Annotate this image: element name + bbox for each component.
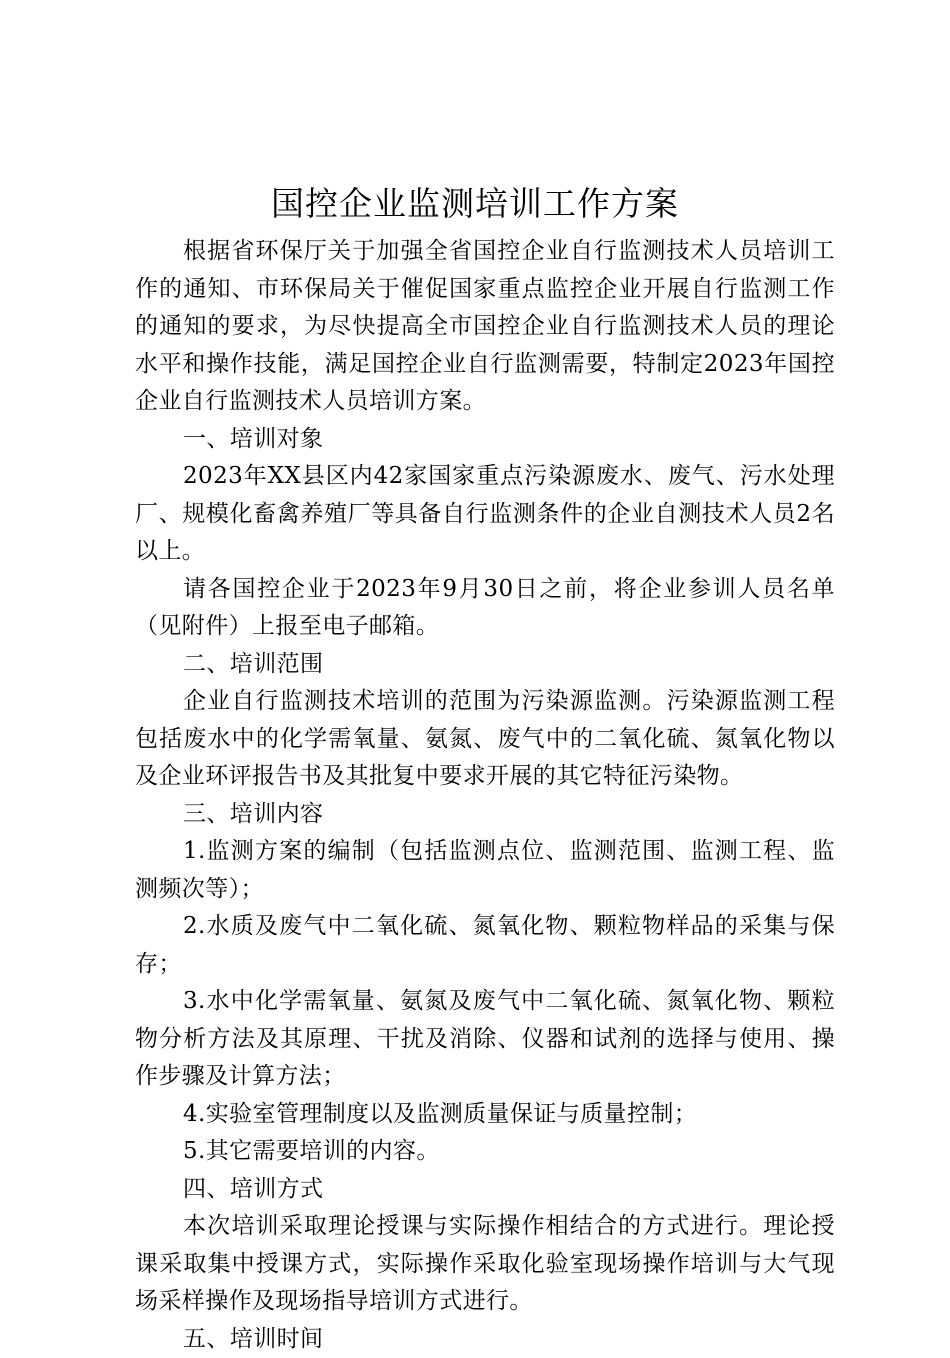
section-heading-method: 四、培训方式 — [135, 1171, 835, 1209]
content-item-5: 5.其它需要培训的内容。 — [135, 1133, 835, 1171]
content-item-4: 4.实验室管理制度以及监测质量保证与质量控制； — [135, 1096, 835, 1134]
section-heading-time: 五、培训时间 — [135, 1321, 835, 1358]
intro-paragraph: 根据省环保厅关于加强全省国控企业自行监测技术人员培训工作的通知、市环保局关于催促国家重点监控企业开展自行监测工作的通知的要求，为尽快提高全市国控企业自行监测技术人员的理论水平和操作技能，满足国控企业自行监测需要，特制定2023年国控企业自行监测技术人员培训方案。 — [135, 233, 835, 421]
document-title: 国控企业监测培训工作方案 — [0, 180, 950, 228]
document-body — [135, 233, 835, 1358]
scope-paragraph: 企业自行监测技术培训的范围为污染源监测。污染源监测工程包括废水中的化学需氧量、氨氮、废气中的二氧化硫、氮氧化物以及企业环评报告书及其批复中要求开展的其它特征污染物。 — [135, 683, 835, 796]
trainees-paragraph: 2023年XX县区内42家国家重点污染源废水、废气、污水处理厂、规模化畜禽养殖厂等具备自行监测条件的企业自测技术人员2名以上。 — [135, 458, 835, 571]
content-item-2: 2.水质及废气中二氧化硫、氮氧化物、颗粒物样品的采集与保存； — [135, 908, 835, 983]
method-paragraph: 本次培训采取理论授课与实际操作相结合的方式进行。理论授课采取集中授课方式，实际操作采取化验室现场操作培训与大气现场采样操作及现场指导培训方式进行。 — [135, 1208, 835, 1321]
content-item-1: 1.监测方案的编制（包括监测点位、监测范围、监测工程、监测频次等）； — [135, 833, 835, 908]
registration-paragraph: 请各国控企业于2023年9月30日之前，将企业参训人员名单（见附件）上报至电子邮箱。 — [135, 571, 835, 646]
content-item-3: 3.水中化学需氧量、氨氮及废气中二氧化硫、氮氧化物、颗粒物分析方法及其原理、干扰及消除、仪器和试剂的选择与使用、操作步骤及计算方法； — [135, 983, 835, 1096]
section-heading-trainees: 一、培训对象 — [135, 421, 835, 459]
section-heading-content: 三、培训内容 — [135, 796, 835, 834]
section-heading-scope: 二、培训范围 — [135, 646, 835, 684]
